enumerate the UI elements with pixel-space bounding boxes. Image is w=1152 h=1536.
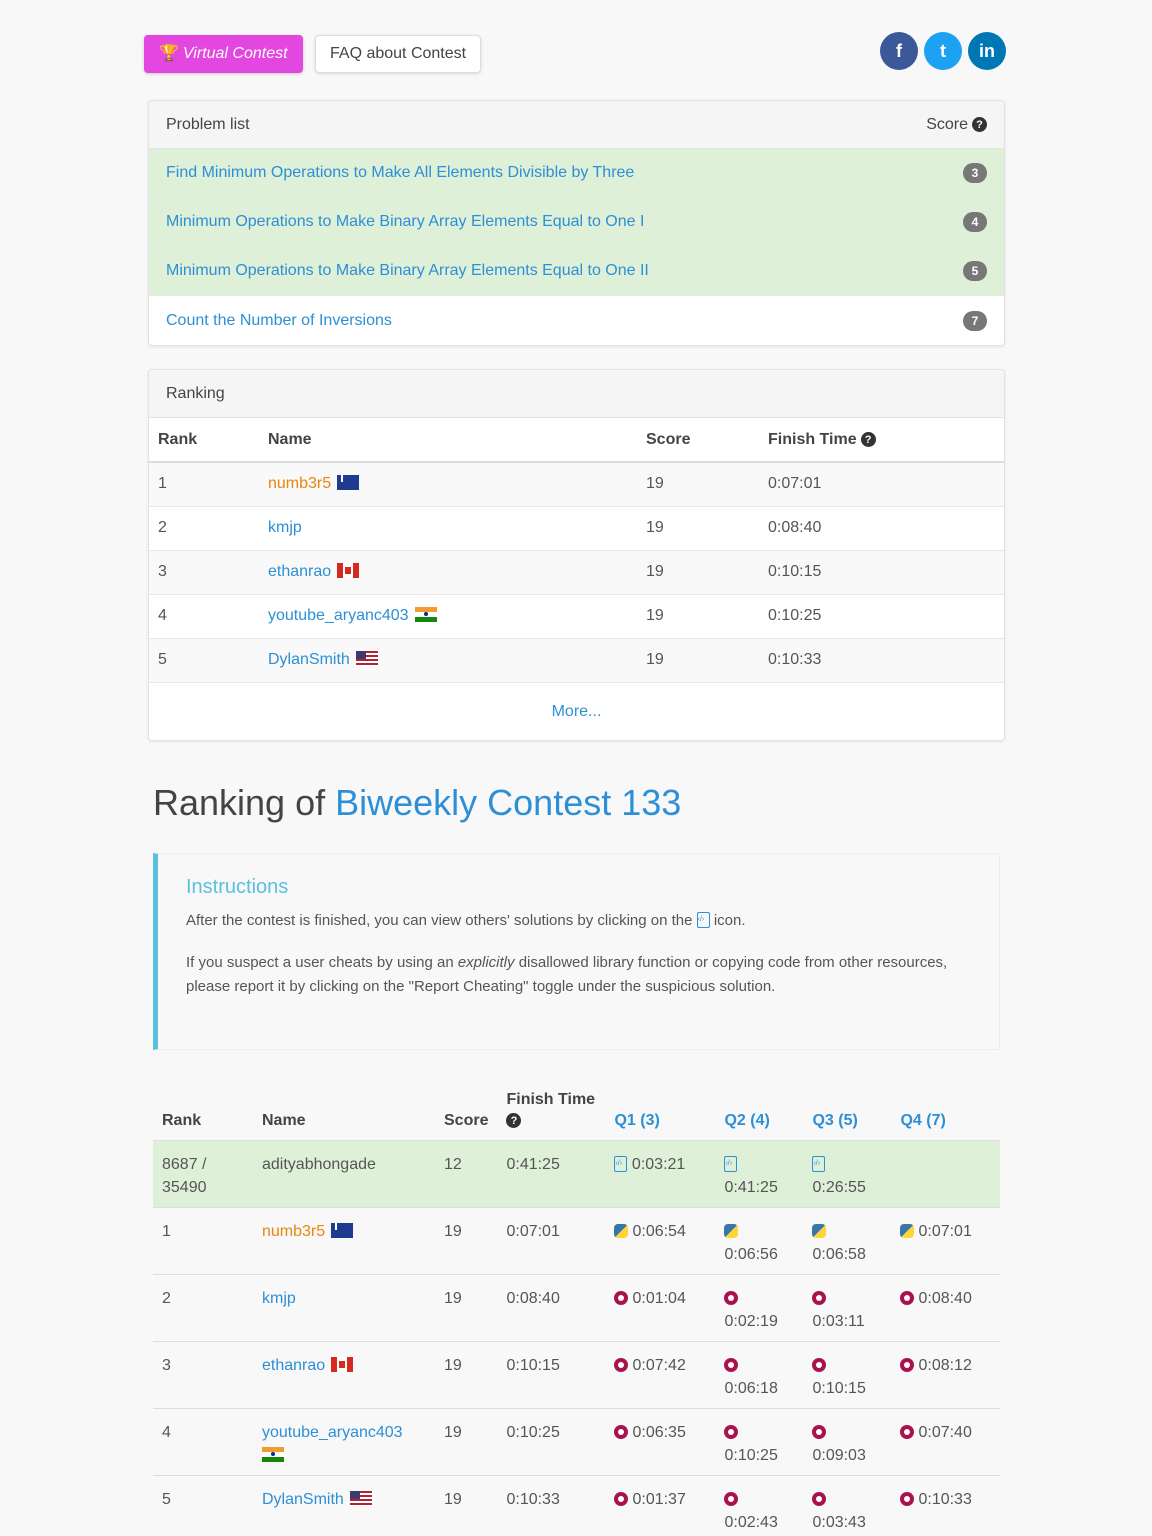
trophy-icon: 🏆	[159, 45, 179, 62]
india-flag-icon	[415, 607, 437, 622]
cpp-icon[interactable]	[812, 1492, 826, 1506]
table-row: 1 numb3r5 19 0:07:01	[149, 462, 1004, 506]
help-icon[interactable]: ?	[861, 432, 876, 447]
cpp-icon[interactable]	[900, 1358, 914, 1372]
instructions-box	[153, 853, 1000, 1050]
view-code-icon[interactable]	[812, 1156, 825, 1172]
rank-column-header: Rank	[162, 1111, 202, 1129]
table-row: 2 kmjp 19 0:08:40 0:01:04 0:02:19 0:03:11 0:08:40	[153, 1274, 1000, 1341]
q4-column-header[interactable]: Q4 (7)	[900, 1111, 946, 1129]
score-badge: 7	[963, 311, 987, 331]
problem-list-title: Problem list	[166, 115, 250, 133]
cpp-icon[interactable]	[614, 1358, 628, 1372]
cpp-icon[interactable]	[614, 1425, 628, 1439]
user-link[interactable]: youtube_aryanc403	[268, 607, 409, 624]
python-icon[interactable]	[812, 1224, 826, 1238]
social-links	[880, 32, 1006, 70]
cpp-icon[interactable]	[812, 1291, 826, 1305]
table-row: 3 ethanrao 19 0:10:15 0:07:42 0:06:18 0:10:15 0:08:12	[153, 1341, 1000, 1408]
problem-list-header	[149, 101, 1004, 149]
score-badge: 4	[963, 212, 987, 232]
cpp-icon[interactable]	[724, 1492, 738, 1506]
more-link[interactable]: More...	[551, 703, 602, 720]
current-user-name: adityabhongade	[253, 1140, 435, 1207]
name-column-header: Name	[262, 1111, 306, 1129]
problem-list-panel	[148, 100, 1005, 346]
user-link[interactable]: youtube_aryanc403	[262, 1423, 403, 1441]
table-row: 5 DylanSmith 19 0:10:33 0:01:37 0:02:43 0:03:43 0:10:33	[153, 1475, 1000, 1536]
user-link[interactable]: numb3r5	[268, 475, 332, 493]
canada-flag-icon	[337, 563, 359, 578]
table-row: 3 ethanrao 19 0:10:15	[149, 550, 1004, 594]
linkedin-icon[interactable]: in	[968, 32, 1006, 70]
problem-link[interactable]: Minimum Operations to Make Binary Array Elements Equal to One I	[166, 213, 645, 230]
user-link[interactable]: ethanrao	[268, 563, 332, 580]
instructions-text: After the contest is finished, you can view others' solutions by clicking on the ‹/› icon.	[186, 909, 971, 933]
user-link[interactable]: kmjp	[262, 1289, 296, 1307]
user-link[interactable]: numb3r5	[262, 1222, 326, 1240]
cpp-icon[interactable]	[614, 1492, 628, 1506]
table-row: 1 numb3r5 19 0:07:01 0:06:54 0:06:56 0:06:58 0:07:01	[153, 1207, 1000, 1274]
current-user-row: 8687 / 35490 adityabhongade 12 0:41:25 ‹/› 0:03:21 ‹/› 0:41:25 ‹/› 0:26:55	[153, 1140, 1000, 1207]
score-column-header: Score	[444, 1111, 489, 1129]
python-icon[interactable]	[614, 1224, 628, 1238]
help-icon[interactable]: ?	[506, 1113, 521, 1128]
table-row: 4 youtube_aryanc403 19 0:10:25	[149, 594, 1004, 638]
contest-link[interactable]: Biweekly Contest 133	[335, 782, 682, 823]
user-link[interactable]: DylanSmith	[262, 1490, 344, 1508]
top-bar	[144, 35, 1006, 75]
problem-row	[149, 247, 1004, 296]
view-code-icon[interactable]	[724, 1156, 737, 1172]
score-badge: 5	[963, 261, 987, 281]
cpp-icon[interactable]	[812, 1358, 826, 1372]
cpp-icon[interactable]	[724, 1425, 738, 1439]
user-link[interactable]: ethanrao	[262, 1356, 326, 1374]
view-code-icon[interactable]	[614, 1156, 627, 1172]
cpp-icon[interactable]	[812, 1425, 826, 1439]
page-title: Ranking of Biweekly Contest 133	[153, 782, 682, 823]
usa-flag-icon	[356, 651, 378, 666]
ranking-panel	[148, 369, 1005, 741]
score-header: Score ?	[926, 116, 987, 134]
q1-column-header[interactable]: Q1 (3)	[614, 1111, 660, 1129]
user-link[interactable]: kmjp	[268, 519, 302, 536]
score-badge: 3	[963, 163, 987, 183]
cpp-icon[interactable]	[900, 1291, 914, 1305]
instructions-title: Instructions	[186, 876, 289, 898]
canada-flag-icon	[331, 1357, 353, 1372]
faq-button[interactable]: FAQ about Contest	[315, 35, 481, 73]
python-icon[interactable]	[900, 1224, 914, 1238]
cpp-icon[interactable]	[900, 1492, 914, 1506]
cpp-icon[interactable]	[724, 1291, 738, 1305]
cpp-icon[interactable]	[614, 1291, 628, 1305]
score-column-header: Score	[637, 418, 759, 462]
instructions-text: If you suspect a user cheats by using an explicitly disallowed library function or copying code from other resources, please report it by clicking on the "Report Cheating" toggle under the suspicious solution.	[186, 954, 948, 995]
view-code-icon	[697, 912, 710, 928]
usa-flag-icon	[350, 1491, 372, 1506]
more-link-container	[149, 682, 1004, 740]
problem-link[interactable]: Count the Number of Inversions	[166, 311, 392, 329]
facebook-icon[interactable]: f	[880, 32, 918, 70]
problem-link[interactable]: Minimum Operations to Make Binary Array Elements Equal to One II	[166, 262, 649, 279]
finish-time-column-header: Finish Time ?	[759, 418, 1004, 462]
table-row: 2 kmjp 19 0:08:40	[149, 506, 1004, 550]
q2-column-header[interactable]: Q2 (4)	[724, 1111, 770, 1129]
cpp-icon[interactable]	[900, 1425, 914, 1439]
table-row: 5 DylanSmith 19 0:10:33	[149, 638, 1004, 682]
ranking-header	[149, 370, 1004, 418]
cpp-icon[interactable]	[724, 1358, 738, 1372]
virtual-contest-label: Virtual Contest	[182, 45, 288, 62]
finish-time-column-header: Finish Time ?	[506, 1091, 596, 1127]
help-icon[interactable]: ?	[972, 117, 987, 132]
india-flag-icon	[262, 1447, 284, 1462]
problem-row	[149, 198, 1004, 247]
python-icon[interactable]	[724, 1224, 738, 1238]
name-column-header: Name	[259, 418, 637, 462]
q3-column-header[interactable]: Q3 (5)	[812, 1111, 858, 1129]
problem-row	[149, 296, 1004, 345]
twitter-icon[interactable]: t	[924, 32, 962, 70]
australia-flag-icon	[337, 475, 359, 490]
virtual-contest-button[interactable]	[144, 35, 303, 73]
table-row: 4 youtube_aryanc403 19 0:10:25 0:06:35 0:10:25 0:09:03 0:07:40	[153, 1408, 1000, 1475]
rank-column-header: Rank	[149, 418, 259, 462]
user-link[interactable]: DylanSmith	[268, 651, 350, 669]
ranking-title: Ranking	[166, 384, 225, 402]
problem-link[interactable]: Find Minimum Operations to Make All Elements Divisible by Three	[166, 164, 635, 181]
ranking-table	[149, 418, 1004, 682]
problem-row	[149, 149, 1004, 198]
australia-flag-icon	[331, 1223, 353, 1238]
full-ranking-table	[153, 1075, 1000, 1536]
